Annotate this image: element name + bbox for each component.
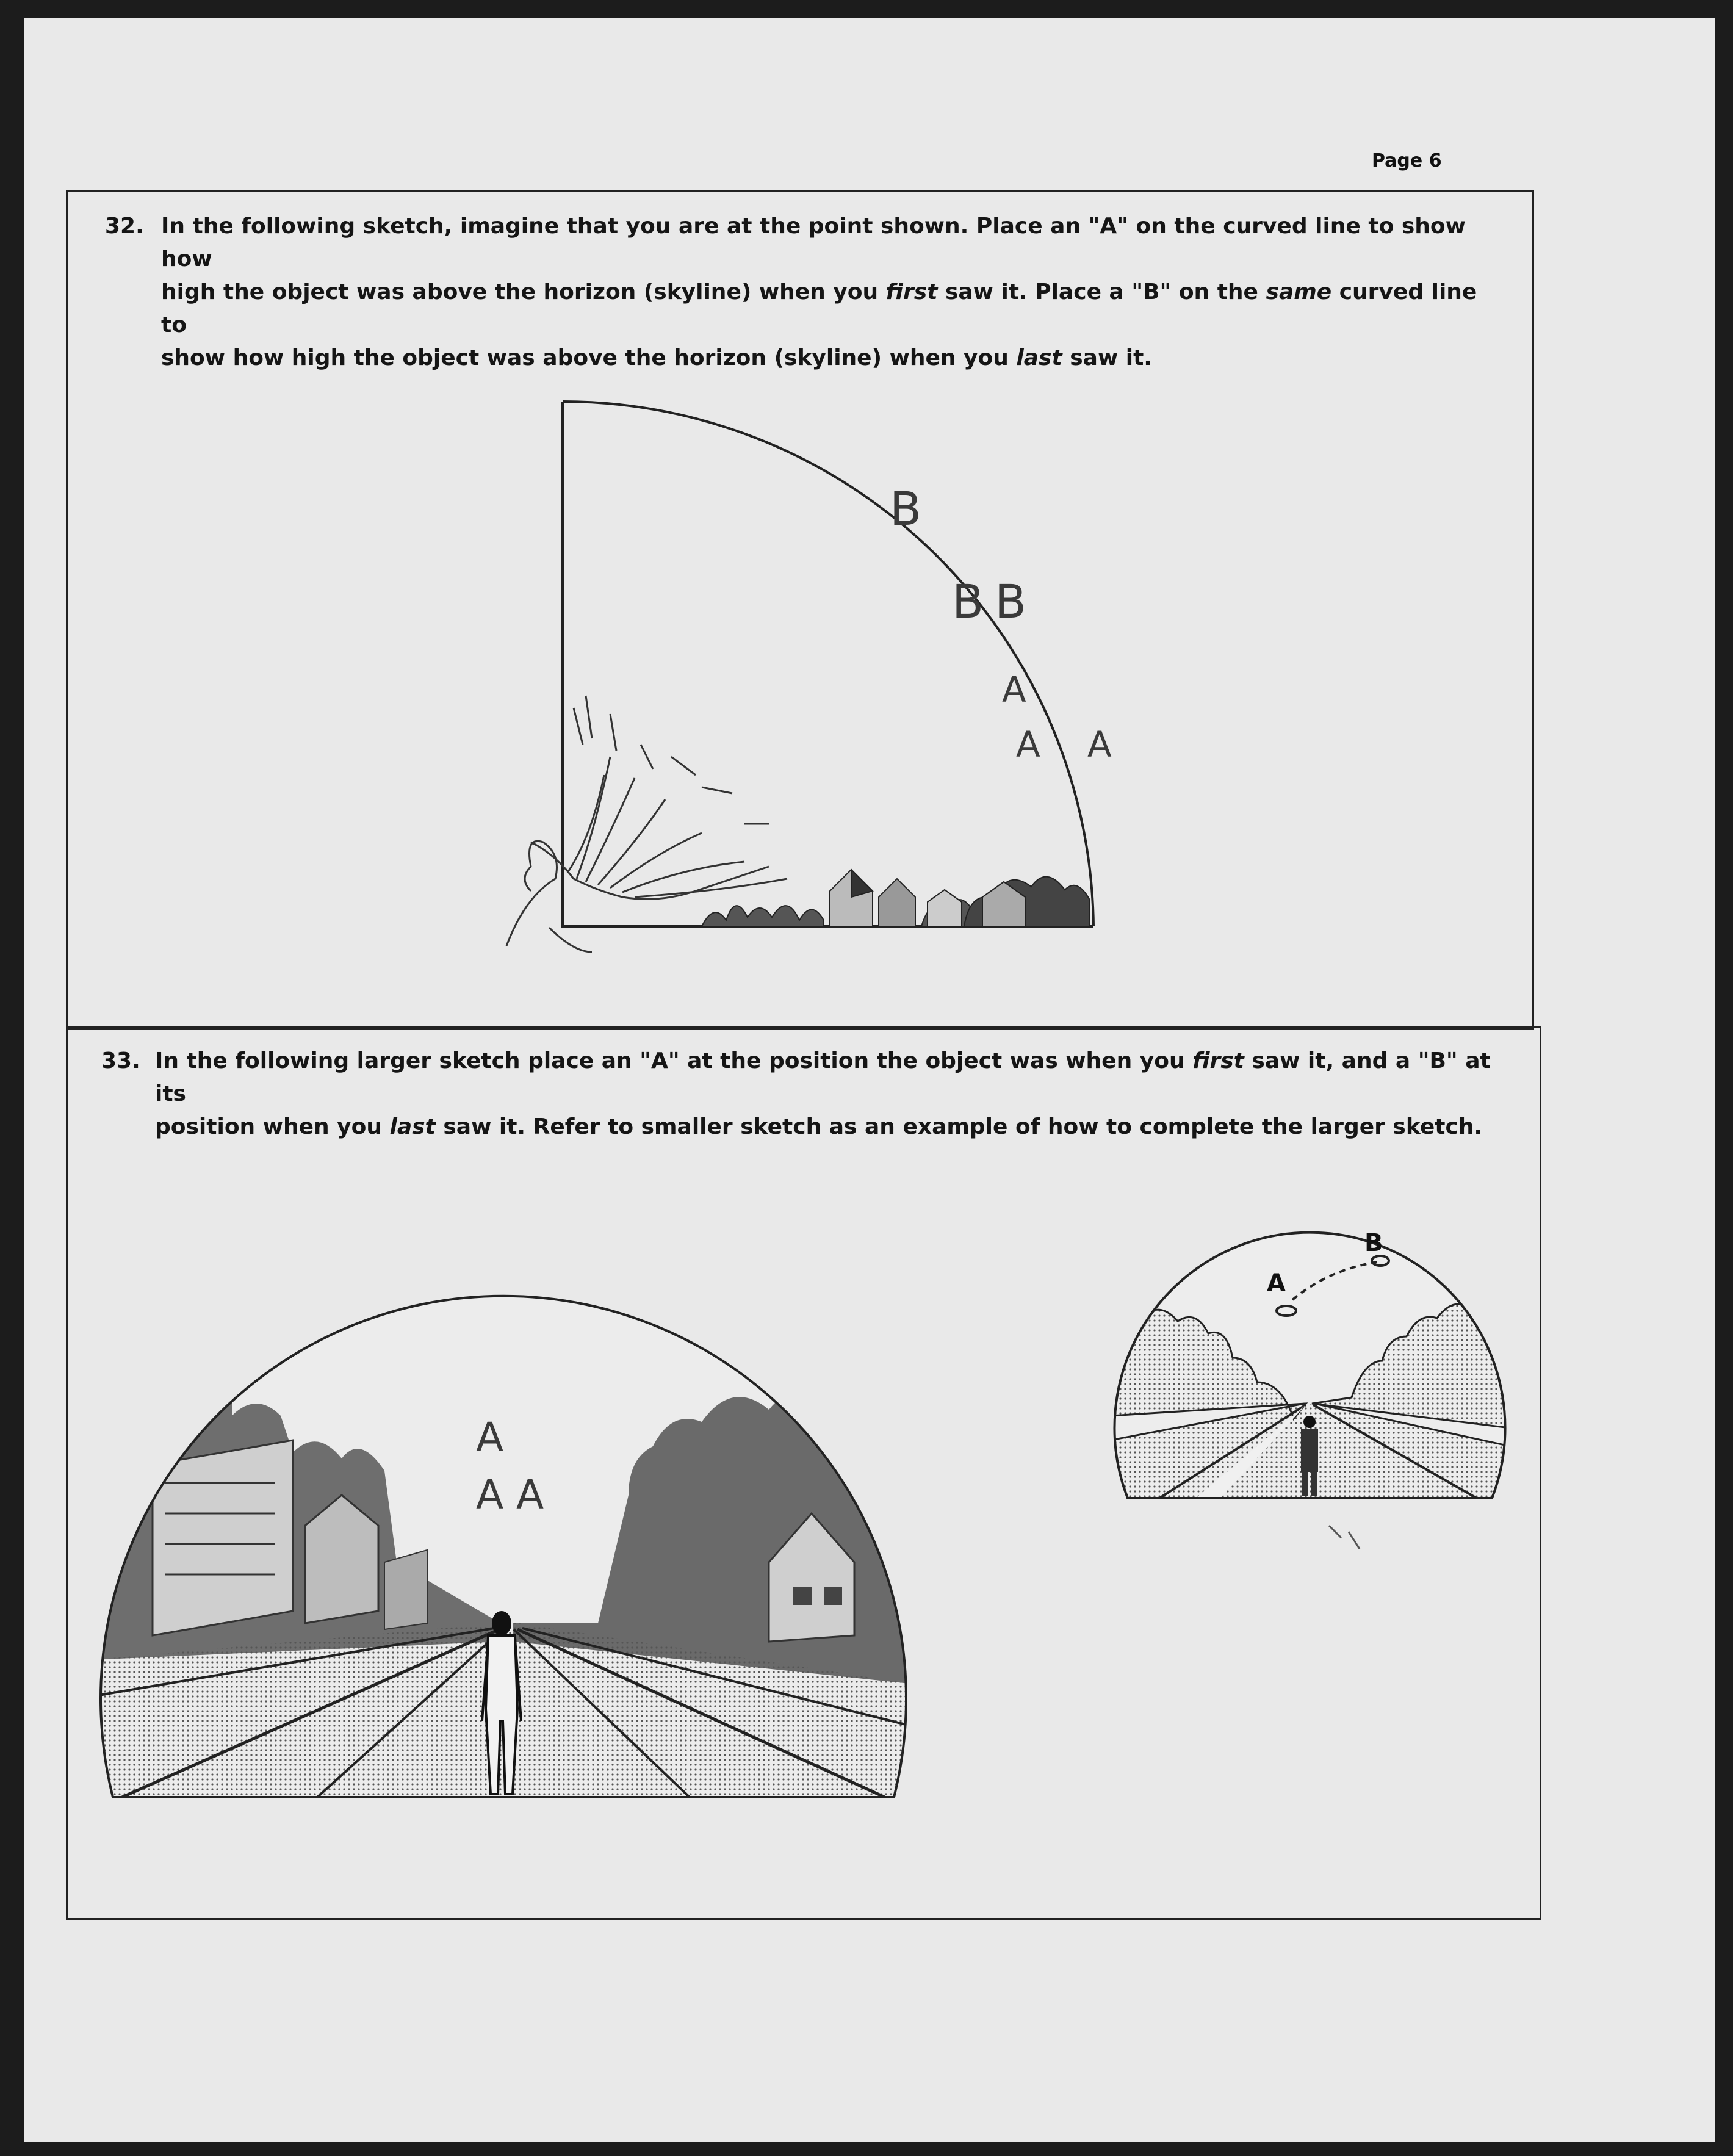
stray-mark <box>1329 1526 1360 1549</box>
label-b: B <box>1364 1229 1383 1257</box>
handwritten-b-3: B <box>995 574 1027 629</box>
question-33-number: 33. <box>101 1048 140 1073</box>
question-32-number: 32. <box>105 214 144 239</box>
q33-line-1: In the following larger sketch place an "A" at the position the object was when you first saw it, and a "B" at its <box>155 1048 1491 1106</box>
q32-line-2: high the object was above the horizon (skyline) when you first saw it. Place a "B" on the same curved line to <box>161 279 1477 337</box>
q33-line-2: position when you last saw it. Refer to smaller sketch as an example of how to complete the larger sketch. <box>155 1114 1483 1139</box>
handwritten-a-3: A <box>1087 724 1112 765</box>
q32-line-1: In the following sketch, imagine that you are at the point shown. Place an "A" on the curved line to show how <box>161 214 1466 272</box>
page-number: Page 6 <box>1372 150 1442 171</box>
handwritten-a-2: A <box>1016 724 1040 765</box>
handwritten-b-2: B <box>952 574 984 629</box>
label-a: A <box>1267 1269 1286 1297</box>
q32-line-3: show how high the object was above the horizon (skyline) when you last saw it. <box>161 345 1152 370</box>
example-scene <box>1098 1208 1526 1526</box>
handwritten-a-1: A <box>476 1414 504 1461</box>
handwritten-a-2: A <box>476 1471 504 1518</box>
handwritten-a-1: A <box>1002 669 1026 710</box>
handwritten-a-3: A <box>516 1471 544 1518</box>
handwritten-b-1: B <box>890 481 922 536</box>
